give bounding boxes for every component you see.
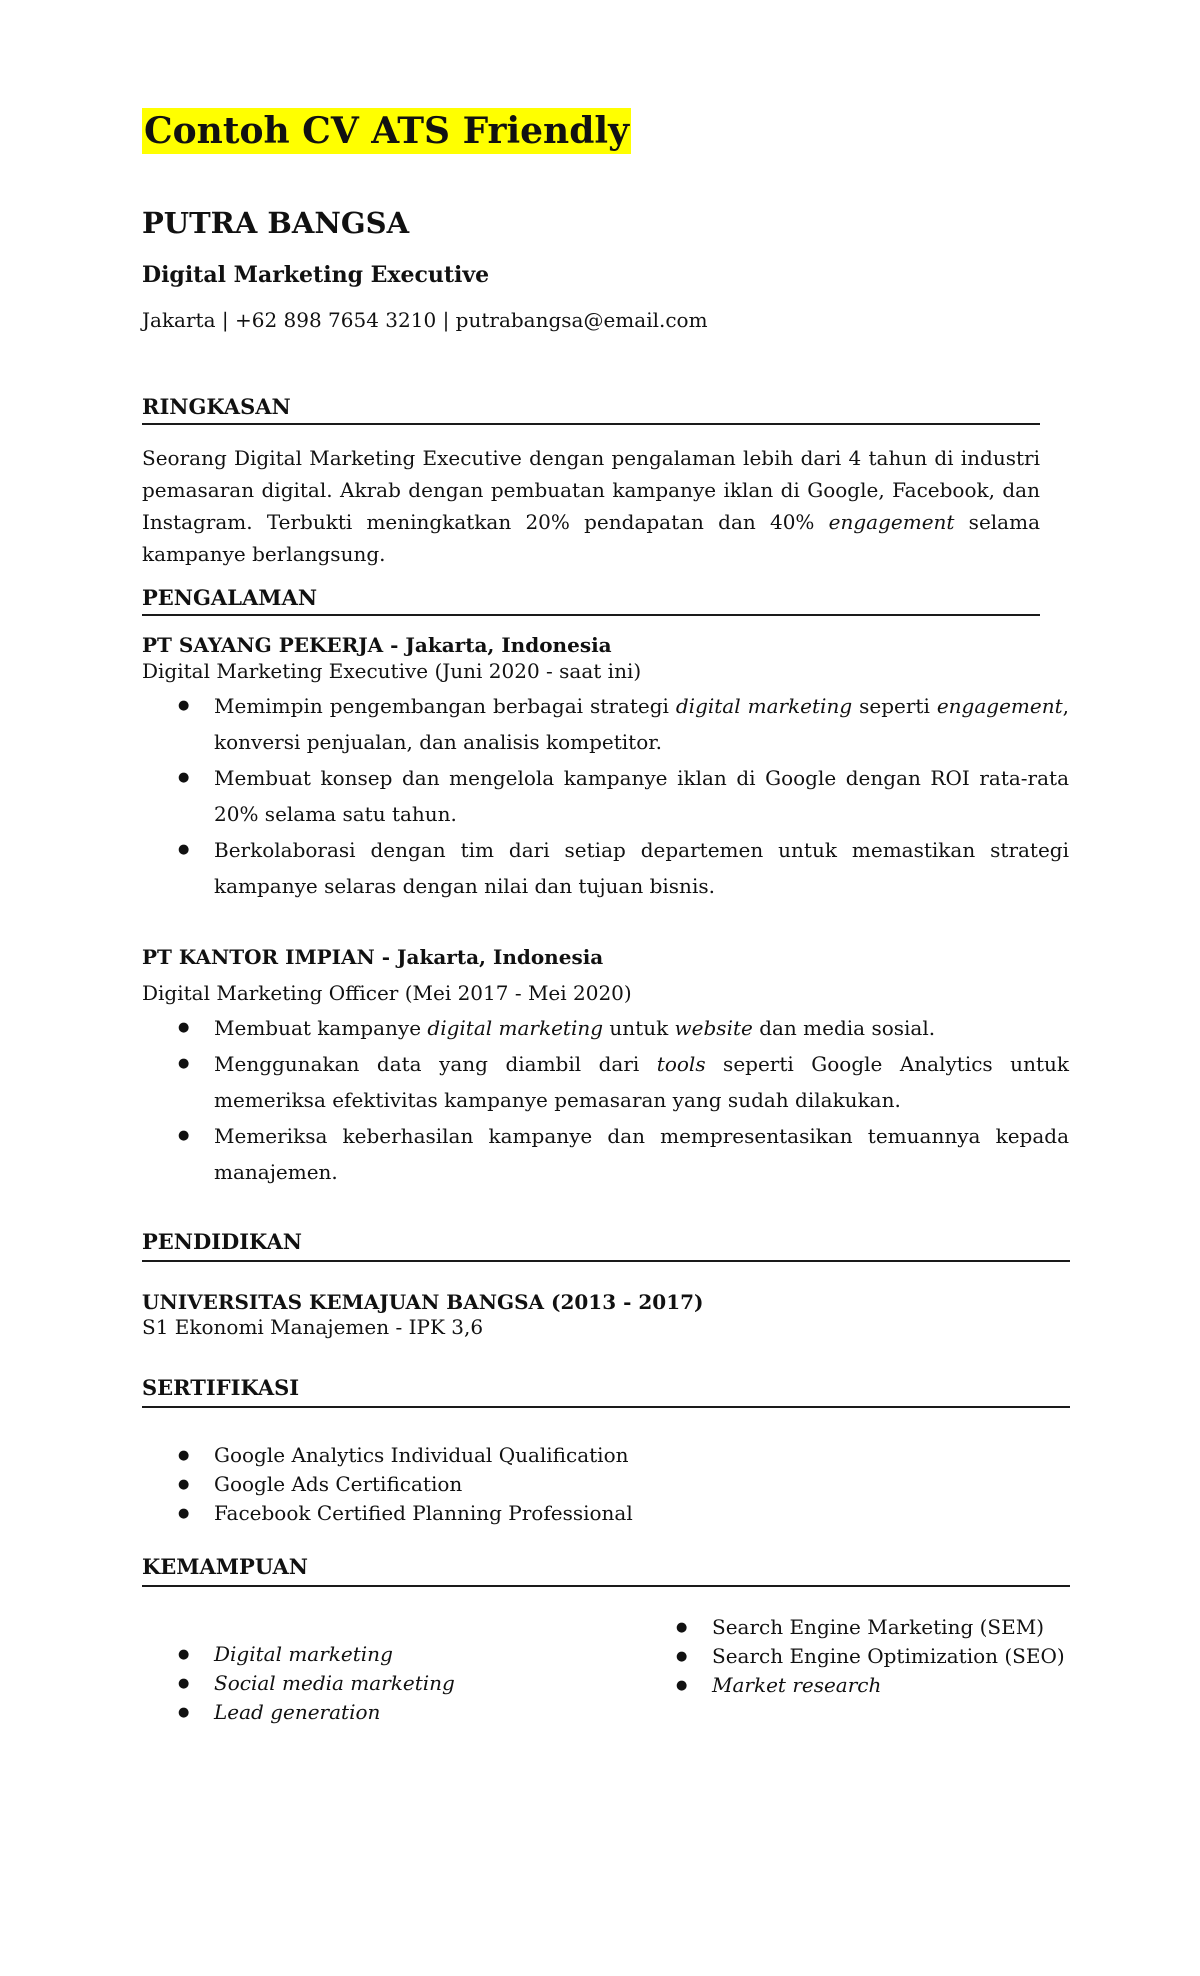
certifications-list — [142, 1441, 1069, 1528]
summary-text: Seorang Digital Marketing Executive dengan pengalaman lebih dari 4 tahun di industri pemasaran digital. Akrab dengan pembuatan kampanye iklan di Google, Facebook, dan Instagram. Terbukti meningkatkan 20% pendapatan dan 40% engagement selama kampanye berlangsung. — [142, 446, 1040, 566]
candidate-job-title: Digital Marketing Executive — [142, 262, 490, 288]
summary-heading: RINGKASAN — [142, 394, 291, 419]
job-bullet-list — [142, 688, 1069, 904]
skills-list-right — [640, 1613, 1080, 1700]
contact-info: Jakarta | +62 898 7654 3210 | putrabangsa@email.com — [142, 308, 708, 332]
summary-divider — [142, 423, 1040, 425]
experience-divider — [142, 614, 1040, 616]
document-title: Contoh CV ATS Friendly — [144, 110, 629, 152]
job-company: PT KANTOR IMPIAN - Jakarta, Indonesia — [142, 945, 604, 969]
job-bullet: ● Memimpin pengembangan berbagai strategi digital marketing seperti engagement, konversi penjualan, dan analisis kompetitor. — [142, 688, 1069, 760]
job-role: Digital Marketing Officer (Mei 2017 - Mei 2020) — [142, 981, 632, 1005]
job-bullet: ● Menggunakan data yang diambil dari tools seperti Google Analytics untuk memeriksa efektivitas kampanye pemasaran yang sudah dilakukan. — [142, 1046, 1069, 1118]
certifications-divider — [142, 1406, 1070, 1408]
job-bullet-list — [142, 1010, 1069, 1190]
education-degree: S1 Ekonomi Manajemen - IPK 3,6 — [142, 1315, 484, 1339]
job-company: PT SAYANG PEKERJA - Jakarta, Indonesia — [142, 633, 612, 657]
certification-item: ● Facebook Certified Planning Professional — [142, 1499, 1069, 1528]
job-bullet: ● Memeriksa keberhasilan kampanye dan mempresentasikan temuannya kepada manajemen. — [142, 1118, 1069, 1190]
skill-item: ● Digital marketing — [142, 1640, 562, 1669]
skills-heading: KEMAMPUAN — [142, 1554, 308, 1579]
skill-item: ● Search Engine Marketing (SEM) — [640, 1613, 1080, 1642]
education-school: UNIVERSITAS KEMAJUAN BANGSA (2013 - 2017) — [142, 1290, 704, 1314]
education-heading: PENDIDIKAN — [142, 1229, 302, 1254]
job-bullet: ● Membuat konsep dan mengelola kampanye iklan di Google dengan ROI rata-rata 20% selama satu tahun. — [142, 760, 1069, 832]
job-bullet: ● Berkolaborasi dengan tim dari setiap departemen untuk memastikan strategi kampanye selaras dengan nilai dan tujuan bisnis. — [142, 832, 1069, 904]
skill-item: ● Search Engine Optimization (SEO) — [640, 1642, 1080, 1671]
job-bullet: ● Membuat kampanye digital marketing untuk website dan media sosial. — [142, 1010, 1069, 1046]
experience-heading: PENGALAMAN — [142, 585, 318, 610]
job-role: Digital Marketing Executive (Juni 2020 - saat ini) — [142, 659, 642, 683]
certification-item: ● Google Analytics Individual Qualification — [142, 1441, 1069, 1470]
skills-divider — [142, 1585, 1070, 1587]
skill-item: ● Lead generation — [142, 1698, 562, 1727]
candidate-name: PUTRA BANGSA — [142, 206, 410, 240]
certifications-heading: SERTIFIKASI — [142, 1375, 300, 1400]
certification-item: ● Google Ads Certification — [142, 1470, 1069, 1499]
education-divider — [142, 1260, 1070, 1262]
skill-item: ● Market research — [640, 1671, 1080, 1700]
skills-list-left — [142, 1640, 562, 1727]
skill-item: ● Social media marketing — [142, 1669, 562, 1698]
